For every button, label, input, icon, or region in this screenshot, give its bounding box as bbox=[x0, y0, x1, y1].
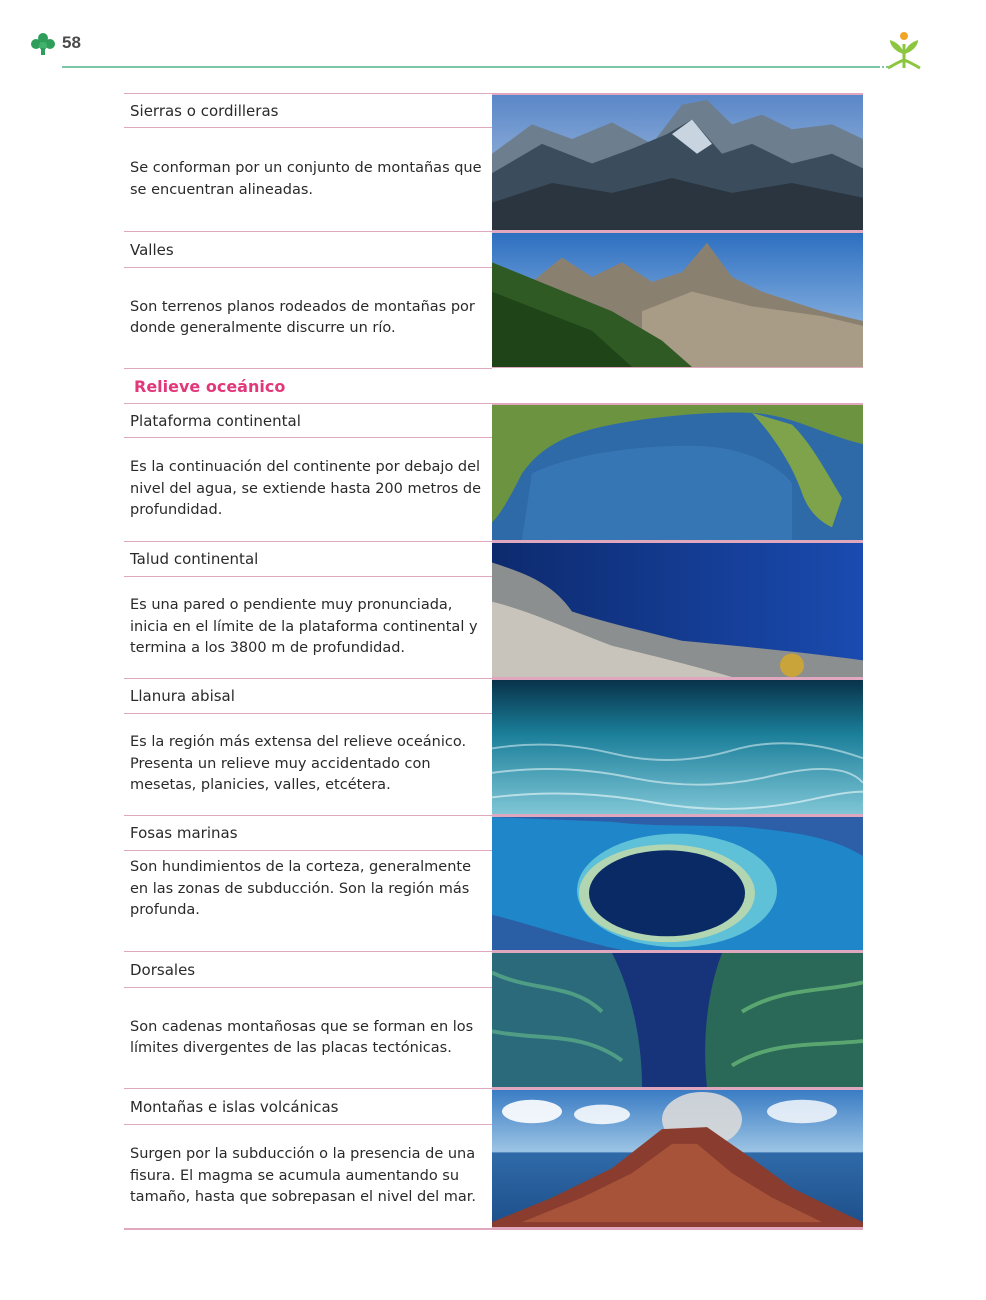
row-title-valles: Valles bbox=[124, 231, 492, 268]
photo-ocean-trench bbox=[492, 815, 863, 951]
row-description-sierras: Se conforman por un conjunto de montañas que se encuentran alineadas. bbox=[130, 160, 482, 198]
sprout-logo-icon bbox=[884, 30, 924, 72]
row-title-talud: Talud continental bbox=[124, 541, 492, 577]
table-bottom-rule bbox=[124, 1228, 863, 1230]
row-description-volcanicas: Surgen por la subducción o la presencia de una fisura. El magma se acumula aumentando su tamaño, hasta que sobrepasan el nivel del mar. bbox=[130, 1146, 477, 1206]
photo-mid-ocean-ridge bbox=[492, 951, 863, 1088]
header-rule bbox=[62, 66, 880, 68]
row-title-dorsales: Dorsales bbox=[124, 951, 492, 988]
row-description-dorsales: Son cadenas montañosas que se forman en los límites divergentes de las placas tectónicas. bbox=[130, 1018, 474, 1056]
row-title-volcanicas: Montañas e islas volcánicas bbox=[124, 1088, 492, 1125]
row-title-plataforma: Plataforma continental bbox=[124, 403, 492, 438]
photo-continental-slope bbox=[492, 541, 863, 678]
row-description-plataforma: Es la continuación del continente por debajo del nivel del agua, se extiende hasta 200 metros de profundidad. bbox=[130, 459, 482, 519]
photo-mountain-range bbox=[492, 93, 863, 231]
row-title-fosas: Fosas marinas bbox=[124, 815, 492, 851]
page-number: 58 bbox=[62, 33, 81, 52]
section-title: Relieve oceánico bbox=[124, 368, 492, 403]
row-description-llanura: Es la región más extensa del relieve oceánico. Presenta un relieve muy accidentado con mesetas, planicies, valles, etcétera. bbox=[130, 734, 467, 794]
clover-logo-icon bbox=[30, 32, 56, 56]
row-description-talud: Es una pared o pendiente muy pronunciada, inicia en el límite de la plataforma continental y termina a los 3800 m de profundidad. bbox=[130, 597, 478, 657]
photo-volcanic-island bbox=[492, 1088, 863, 1228]
row-title-sierras: Sierras o cordilleras bbox=[124, 93, 492, 128]
row-description-fosas: Son hundimientos de la corteza, generalmente en las zonas de subducción. Son la región más profunda. bbox=[130, 859, 471, 918]
row-description-valles: Son terrenos planos rodeados de montañas por donde generalmente discurre un río. bbox=[130, 298, 475, 336]
photo-valley bbox=[492, 231, 863, 368]
row-title-llanura: Llanura abisal bbox=[124, 678, 492, 714]
photo-abyssal-plain bbox=[492, 678, 863, 815]
photo-continental-shelf bbox=[492, 403, 863, 541]
